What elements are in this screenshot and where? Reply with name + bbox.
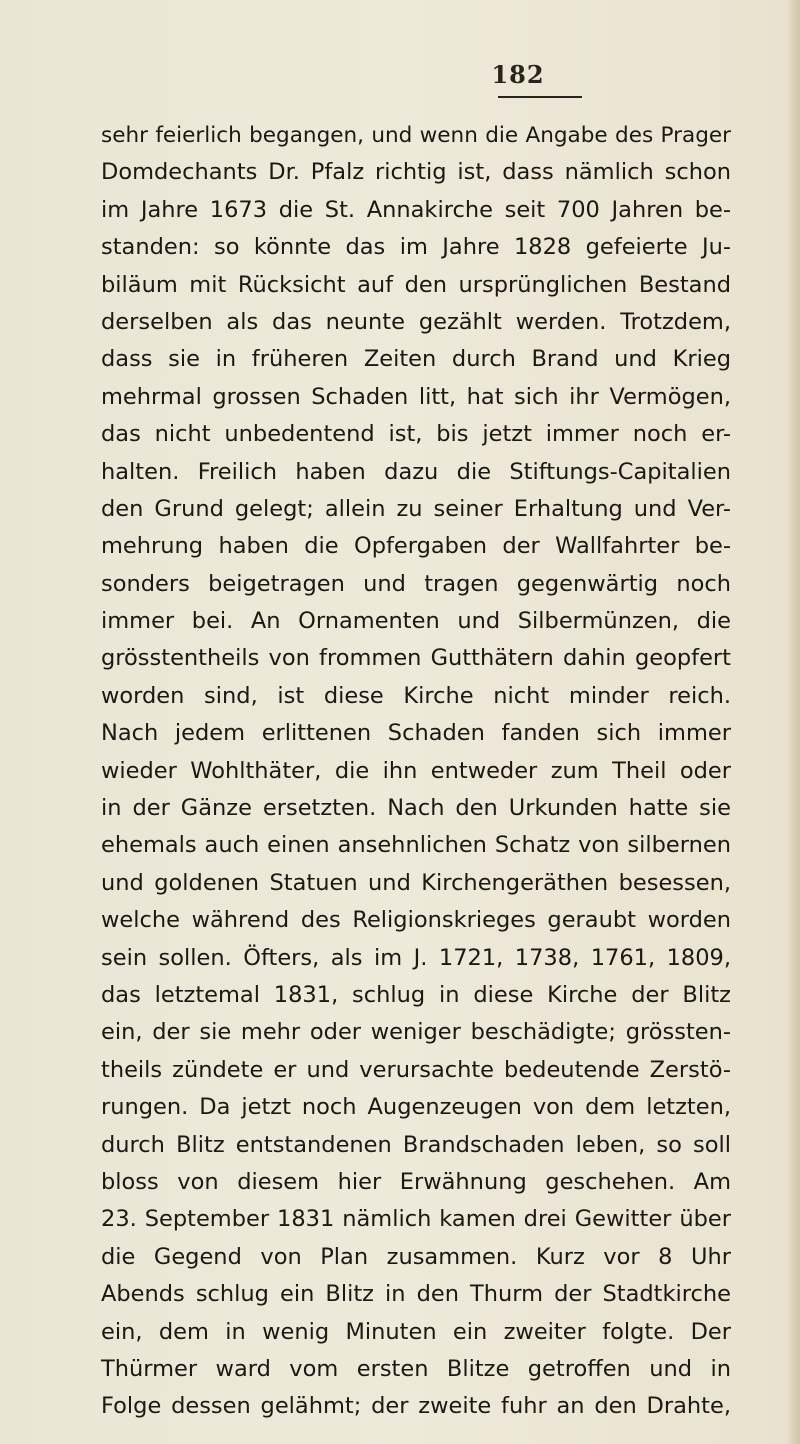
text-line: bloss von diesem hier Erwähnung geschehen. Am bbox=[101, 1168, 731, 1195]
text-line: wieder Wohlthäter, die ihn entweder zum Theil oder bbox=[101, 757, 731, 784]
text-line: Thürmer ward vom ersten Blitze getroffen und in bbox=[101, 1355, 731, 1382]
text-line: rungen. Da jetzt noch Augenzeugen von dem letzten, bbox=[101, 1094, 731, 1121]
text-line: sein sollen. Öfters, als im J. 1721, 1738, 1761, 1809, bbox=[101, 944, 731, 971]
text-line: derselben als das neunte gezählt werden. Trotzdem, bbox=[101, 308, 731, 335]
text-line: theils zündete er und verursachte bedeutende Zerstö- bbox=[101, 1056, 731, 1083]
text-line: standen: so könnte das im Jahre 1828 gefeierte Ju- bbox=[101, 234, 731, 261]
text-line: den Grund gelegt; allein zu seiner Erhaltung und Ver- bbox=[101, 495, 731, 522]
text-line: halten. Freilich haben dazu die Stiftungs-Capitalien bbox=[101, 458, 731, 485]
text-line: welche während des Religionskrieges geraubt worden bbox=[101, 907, 731, 934]
page-number-rule bbox=[498, 96, 582, 98]
page-number: 182 bbox=[491, 60, 545, 89]
text-line: worden sind, ist diese Kirche nicht minder reich. bbox=[101, 682, 731, 709]
text-line: Folge dessen gelähmt; der zweite fuhr an den Drahte, bbox=[101, 1393, 731, 1420]
text-line: das nicht unbedentend ist, bis jetzt immer noch er- bbox=[101, 421, 731, 448]
text-line: 23. September 1831 nämlich kamen drei Gewitter über bbox=[101, 1206, 731, 1233]
text-line: dass sie in früheren Zeiten durch Brand und Krieg bbox=[101, 346, 731, 373]
text-line: ein, der sie mehr oder weniger beschädigte; grössten- bbox=[101, 1019, 731, 1046]
text-line: mehrmal grossen Schaden litt, hat sich ihr Vermögen, bbox=[101, 383, 731, 410]
text-line: biläum mit Rücksicht auf den ursprünglichen Bestand bbox=[101, 271, 731, 298]
body-text bbox=[101, 117, 731, 1426]
text-line: das letztemal 1831, schlug in diese Kirche der Blitz bbox=[101, 981, 731, 1008]
text-line: ein, dem in wenig Minuten ein zweiter folgte. Der bbox=[101, 1318, 731, 1345]
text-line: Nach jedem erlittenen Schaden fanden sich immer bbox=[101, 720, 731, 747]
text-line: die Gegend von Plan zusammen. Kurz vor 8 Uhr bbox=[101, 1243, 731, 1270]
text-line: und goldenen Statuen und Kirchengeräthen besessen, bbox=[101, 869, 731, 896]
text-line: Domdechants Dr. Pfalz richtig ist, dass nämlich schon bbox=[101, 159, 731, 186]
text-line: sonders beigetragen und tragen gegenwärtig noch bbox=[101, 570, 731, 597]
text-line: im Jahre 1673 die St. Annakirche seit 700 Jahren be- bbox=[101, 196, 731, 223]
text-line: sehr feierlich begangen, und wenn die Angabe des Prager bbox=[101, 123, 731, 148]
text-line: immer bei. An Ornamenten und Silbermünzen, die bbox=[101, 608, 731, 635]
text-line: ehemals auch einen ansehnlichen Schatz von silbernen bbox=[101, 832, 731, 859]
page-edge-shadow bbox=[786, 0, 800, 1444]
text-line: mehrung haben die Opfergaben der Wallfahrter be- bbox=[101, 533, 731, 560]
text-line: durch Blitz entstandenen Brandschaden leben, so soll bbox=[101, 1131, 731, 1158]
text-line: grösstentheils von frommen Gutthätern dahin geopfert bbox=[101, 645, 731, 672]
text-line: in der Gänze ersetzten. Nach den Urkunden hatte sie bbox=[101, 795, 731, 822]
text-line: Abends schlug ein Blitz in den Thurm der Stadtkirche bbox=[101, 1281, 731, 1308]
